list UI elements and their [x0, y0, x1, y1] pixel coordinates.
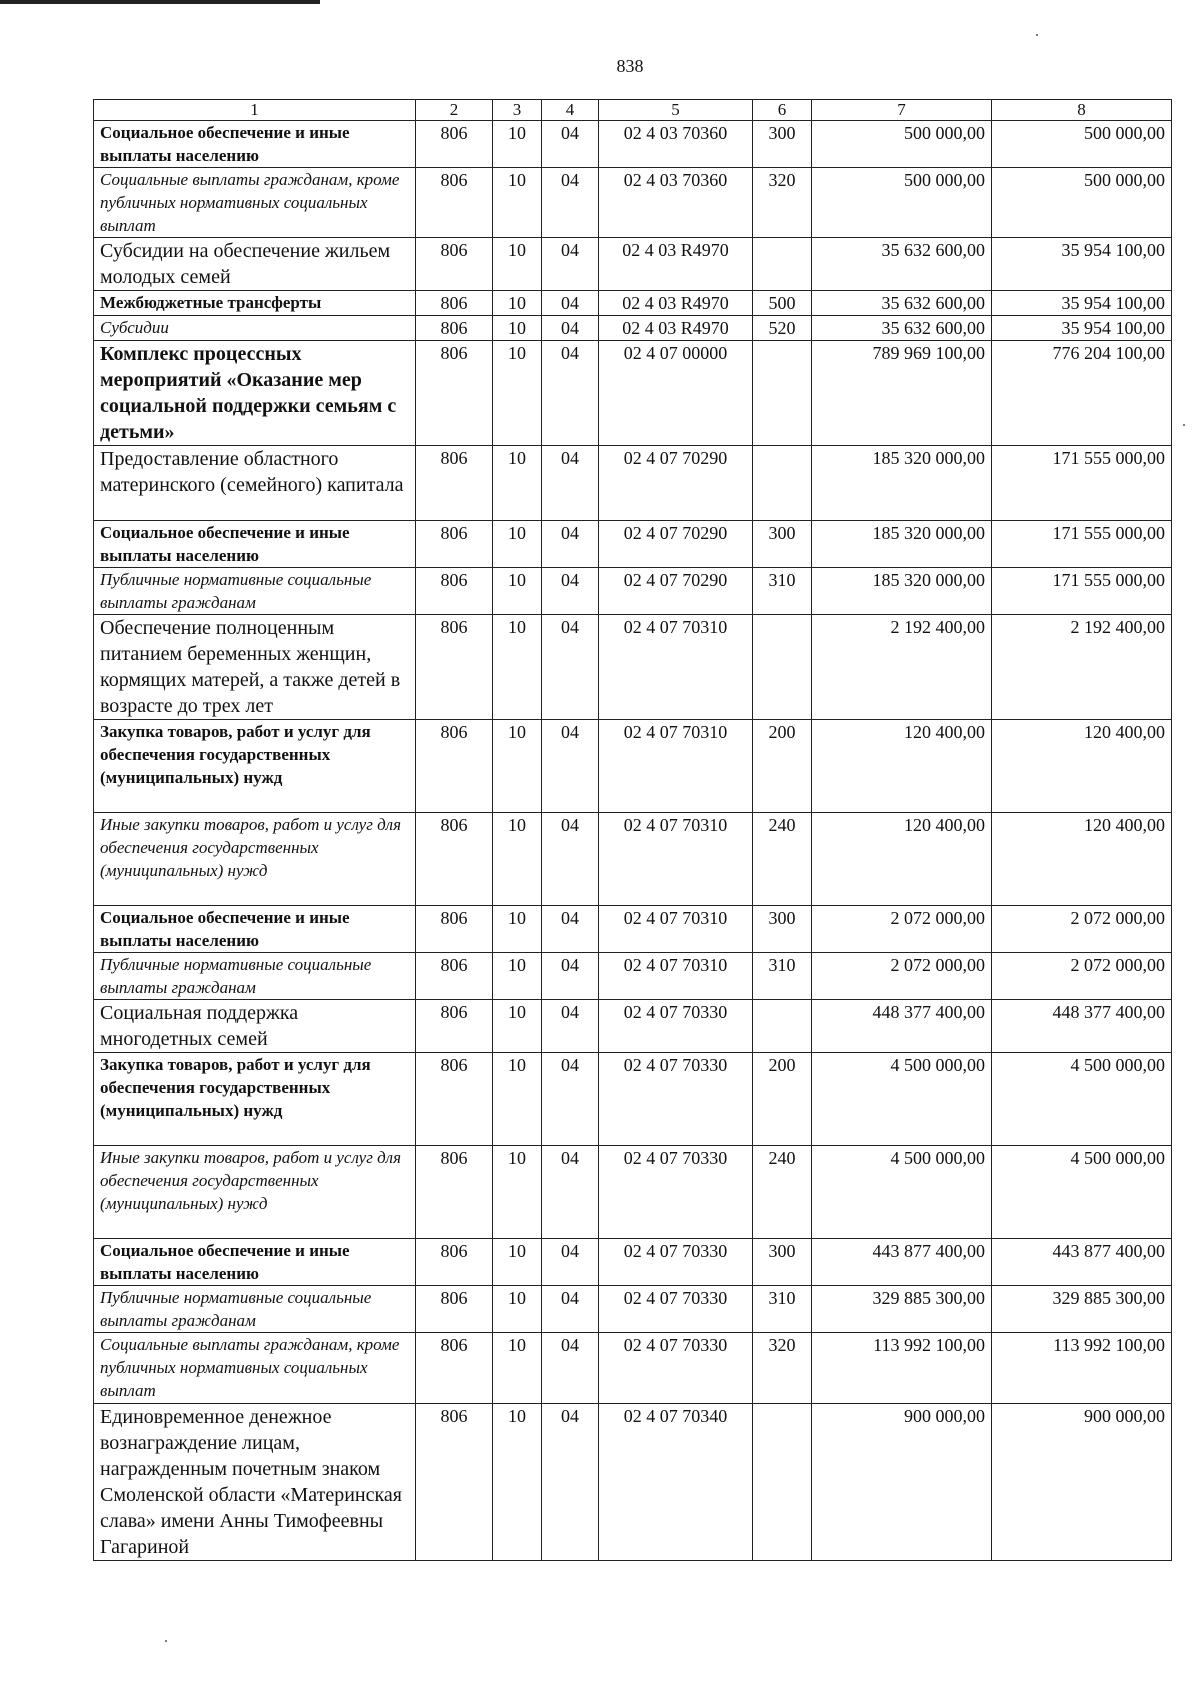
chapter-code: 806: [416, 168, 493, 238]
target-article-code: 02 4 07 70290: [599, 521, 753, 568]
expense-type-code: 310: [753, 1286, 812, 1333]
table-row: [94, 1053, 1172, 1146]
target-article-code: 02 4 07 70310: [599, 813, 753, 906]
amount-col-7: 2 072 000,00: [812, 906, 992, 953]
row-name: Закупка товаров, работ и услуг для обеспечения государственных (муниципальных) нужд: [94, 720, 416, 813]
subsection-code: 04: [542, 1000, 599, 1053]
amount-col-7: 329 885 300,00: [812, 1286, 992, 1333]
table-row: [94, 813, 1172, 906]
budget-table: [93, 99, 1172, 1561]
amount-col-8: 443 877 400,00: [992, 1239, 1172, 1286]
row-name: Иные закупки товаров, работ и услуг для обеспечения государственных (муниципальных) нужд: [94, 1146, 416, 1239]
subsection-code: 04: [542, 1053, 599, 1146]
expense-type-code: 320: [753, 1333, 812, 1404]
subsection-code: 04: [542, 1286, 599, 1333]
section-code: 10: [493, 1404, 542, 1561]
chapter-code: 806: [416, 720, 493, 813]
chapter-code: 806: [416, 1146, 493, 1239]
target-article-code: 02 4 07 70310: [599, 615, 753, 720]
table-row: [94, 446, 1172, 521]
row-name: Единовременное денежное вознаграждение лицам, награжденным почетным знаком Смоленской области «Материнская слава» имени Анны Тимофеевны Гагариной: [94, 1404, 416, 1561]
section-code: 10: [493, 291, 542, 316]
chapter-code: 806: [416, 1000, 493, 1053]
chapter-code: 806: [416, 1404, 493, 1561]
chapter-code: 806: [416, 615, 493, 720]
target-article-code: 02 4 07 70290: [599, 446, 753, 521]
section-code: 10: [493, 1146, 542, 1239]
subsection-code: 04: [542, 121, 599, 168]
expense-type-code: 200: [753, 720, 812, 813]
table-row: [94, 121, 1172, 168]
expense-type-code: [753, 615, 812, 720]
section-code: 10: [493, 121, 542, 168]
amount-col-8: 500 000,00: [992, 121, 1172, 168]
row-name: Иные закупки товаров, работ и услуг для обеспечения государственных (муниципальных) нужд: [94, 813, 416, 906]
header-row: [94, 100, 1172, 121]
section-code: 10: [493, 1333, 542, 1404]
chapter-code: 806: [416, 291, 493, 316]
table-row: [94, 1404, 1172, 1561]
subsection-code: 04: [542, 316, 599, 341]
row-name: Субсидии на обеспечение жильем молодых семей: [94, 238, 416, 291]
table-body: [94, 121, 1172, 1561]
expense-type-code: 310: [753, 953, 812, 1000]
amount-col-8: 35 954 100,00: [992, 316, 1172, 341]
subsection-code: 04: [542, 168, 599, 238]
chapter-code: 806: [416, 1239, 493, 1286]
amount-col-7: 185 320 000,00: [812, 446, 992, 521]
expense-type-code: 300: [753, 906, 812, 953]
section-code: 10: [493, 238, 542, 291]
target-article-code: 02 4 03 R4970: [599, 238, 753, 291]
row-name: Субсидии: [94, 316, 416, 341]
row-name: Социальное обеспечение и иные выплаты населению: [94, 121, 416, 168]
top-rule: [0, 0, 320, 4]
amount-col-7: 35 632 600,00: [812, 238, 992, 291]
expense-type-code: [753, 1000, 812, 1053]
subsection-code: 04: [542, 813, 599, 906]
amount-col-8: 113 992 100,00: [992, 1333, 1172, 1404]
row-name: Предоставление областного материнского (семейного) капитала: [94, 446, 416, 521]
target-article-code: 02 4 07 70290: [599, 568, 753, 615]
amount-col-7: 789 969 100,00: [812, 341, 992, 446]
amount-col-7: 185 320 000,00: [812, 568, 992, 615]
subsection-code: 04: [542, 953, 599, 1000]
expense-type-code: 500: [753, 291, 812, 316]
chapter-code: 806: [416, 1333, 493, 1404]
section-code: 10: [493, 341, 542, 446]
expense-type-code: 300: [753, 1239, 812, 1286]
chapter-code: 806: [416, 341, 493, 446]
section-code: 10: [493, 316, 542, 341]
subsection-code: 04: [542, 341, 599, 446]
chapter-code: 806: [416, 121, 493, 168]
scan-speck: [1183, 424, 1185, 426]
chapter-code: 806: [416, 813, 493, 906]
expense-type-code: 240: [753, 813, 812, 906]
amount-col-8: 171 555 000,00: [992, 521, 1172, 568]
target-article-code: 02 4 03 70360: [599, 168, 753, 238]
table-row: [94, 720, 1172, 813]
row-name: Социальные выплаты гражданам, кроме публичных нормативных социальных выплат: [94, 168, 416, 238]
amount-col-7: 448 377 400,00: [812, 1000, 992, 1053]
expense-type-code: 320: [753, 168, 812, 238]
amount-col-8: 448 377 400,00: [992, 1000, 1172, 1053]
amount-col-8: 35 954 100,00: [992, 291, 1172, 316]
expense-type-code: 310: [753, 568, 812, 615]
target-article-code: 02 4 07 70330: [599, 1000, 753, 1053]
amount-col-7: 4 500 000,00: [812, 1146, 992, 1239]
chapter-code: 806: [416, 906, 493, 953]
row-name: Публичные нормативные социальные выплаты гражданам: [94, 1286, 416, 1333]
table-row: [94, 906, 1172, 953]
section-code: 10: [493, 813, 542, 906]
column-header: 1: [94, 100, 416, 121]
amount-col-8: 171 555 000,00: [992, 568, 1172, 615]
subsection-code: 04: [542, 1404, 599, 1561]
expense-type-code: 200: [753, 1053, 812, 1146]
row-name: Обеспечение полноценным питанием беременных женщин, кормящих матерей, а также детей в возрасте до трех лет: [94, 615, 416, 720]
amount-col-7: 2 192 400,00: [812, 615, 992, 720]
table-row: [94, 316, 1172, 341]
amount-col-8: 120 400,00: [992, 813, 1172, 906]
amount-col-7: 120 400,00: [812, 813, 992, 906]
section-code: 10: [493, 1239, 542, 1286]
expense-type-code: 300: [753, 121, 812, 168]
expense-type-code: [753, 238, 812, 291]
column-header: 6: [753, 100, 812, 121]
amount-col-8: 171 555 000,00: [992, 446, 1172, 521]
chapter-code: 806: [416, 568, 493, 615]
column-header: 2: [416, 100, 493, 121]
amount-col-8: 4 500 000,00: [992, 1053, 1172, 1146]
amount-col-7: 443 877 400,00: [812, 1239, 992, 1286]
section-code: 10: [493, 720, 542, 813]
section-code: 10: [493, 1286, 542, 1333]
amount-col-8: 500 000,00: [992, 168, 1172, 238]
row-name: Социальное обеспечение и иные выплаты населению: [94, 1239, 416, 1286]
target-article-code: 02 4 07 00000: [599, 341, 753, 446]
chapter-code: 806: [416, 521, 493, 568]
row-name: Социальное обеспечение и иные выплаты населению: [94, 906, 416, 953]
column-header: 3: [493, 100, 542, 121]
target-article-code: 02 4 07 70330: [599, 1333, 753, 1404]
section-code: 10: [493, 1053, 542, 1146]
chapter-code: 806: [416, 953, 493, 1000]
section-code: 10: [493, 615, 542, 720]
amount-col-8: 2 192 400,00: [992, 615, 1172, 720]
table-row: [94, 341, 1172, 446]
subsection-code: 04: [542, 446, 599, 521]
amount-col-8: 776 204 100,00: [992, 341, 1172, 446]
row-name: Социальная поддержка многодетных семей: [94, 1000, 416, 1053]
target-article-code: 02 4 07 70310: [599, 720, 753, 813]
page-number: 838: [616, 56, 644, 76]
subsection-code: 04: [542, 1239, 599, 1286]
section-code: 10: [493, 953, 542, 1000]
subsection-code: 04: [542, 1333, 599, 1404]
scan-speck: [1036, 34, 1038, 36]
table-row: [94, 1333, 1172, 1404]
table-row: [94, 568, 1172, 615]
table-row: [94, 953, 1172, 1000]
target-article-code: 02 4 07 70310: [599, 953, 753, 1000]
row-name: Межбюджетные трансферты: [94, 291, 416, 316]
chapter-code: 806: [416, 316, 493, 341]
chapter-code: 806: [416, 238, 493, 291]
column-header: 4: [542, 100, 599, 121]
amount-col-7: 4 500 000,00: [812, 1053, 992, 1146]
target-article-code: 02 4 03 70360: [599, 121, 753, 168]
chapter-code: 806: [416, 446, 493, 521]
subsection-code: 04: [542, 906, 599, 953]
expense-type-code: 240: [753, 1146, 812, 1239]
row-name: Комплекс процессных мероприятий «Оказание мер социальной поддержки семьям с детьми»: [94, 341, 416, 446]
row-name: Закупка товаров, работ и услуг для обеспечения государственных (муниципальных) нужд: [94, 1053, 416, 1146]
scan-speck: [165, 1640, 167, 1642]
chapter-code: 806: [416, 1053, 493, 1146]
table-row: [94, 238, 1172, 291]
subsection-code: 04: [542, 238, 599, 291]
expense-type-code: 300: [753, 521, 812, 568]
target-article-code: 02 4 03 R4970: [599, 316, 753, 341]
amount-col-7: 35 632 600,00: [812, 316, 992, 341]
amount-col-8: 4 500 000,00: [992, 1146, 1172, 1239]
amount-col-7: 900 000,00: [812, 1404, 992, 1561]
row-name: Социальное обеспечение и иные выплаты населению: [94, 521, 416, 568]
target-article-code: 02 4 07 70330: [599, 1053, 753, 1146]
amount-col-7: 35 632 600,00: [812, 291, 992, 316]
table-row: [94, 1286, 1172, 1333]
target-article-code: 02 4 07 70330: [599, 1239, 753, 1286]
table-row: [94, 1239, 1172, 1286]
amount-col-7: 113 992 100,00: [812, 1333, 992, 1404]
amount-col-7: 185 320 000,00: [812, 521, 992, 568]
amount-col-8: 900 000,00: [992, 1404, 1172, 1561]
target-article-code: 02 4 07 70340: [599, 1404, 753, 1561]
section-code: 10: [493, 1000, 542, 1053]
column-header: 5: [599, 100, 753, 121]
row-name: Публичные нормативные социальные выплаты гражданам: [94, 953, 416, 1000]
section-code: 10: [493, 568, 542, 615]
column-header: 7: [812, 100, 992, 121]
expense-type-code: [753, 341, 812, 446]
amount-col-7: 500 000,00: [812, 121, 992, 168]
table-row: [94, 291, 1172, 316]
amount-col-8: 35 954 100,00: [992, 238, 1172, 291]
row-name: Социальные выплаты гражданам, кроме публичных нормативных социальных выплат: [94, 1333, 416, 1404]
section-code: 10: [493, 446, 542, 521]
expense-type-code: [753, 1404, 812, 1561]
subsection-code: 04: [542, 291, 599, 316]
target-article-code: 02 4 07 70310: [599, 906, 753, 953]
amount-col-8: 120 400,00: [992, 720, 1172, 813]
table-row: [94, 168, 1172, 238]
expense-type-code: [753, 446, 812, 521]
section-code: 10: [493, 521, 542, 568]
subsection-code: 04: [542, 521, 599, 568]
expense-type-code: 520: [753, 316, 812, 341]
table-row: [94, 1000, 1172, 1053]
subsection-code: 04: [542, 720, 599, 813]
amount-col-7: 120 400,00: [812, 720, 992, 813]
subsection-code: 04: [542, 615, 599, 720]
section-code: 10: [493, 168, 542, 238]
chapter-code: 806: [416, 1286, 493, 1333]
amount-col-8: 2 072 000,00: [992, 953, 1172, 1000]
section-code: 10: [493, 906, 542, 953]
amount-col-8: 329 885 300,00: [992, 1286, 1172, 1333]
subsection-code: 04: [542, 1146, 599, 1239]
amount-col-7: 500 000,00: [812, 168, 992, 238]
row-name: Публичные нормативные социальные выплаты гражданам: [94, 568, 416, 615]
amount-col-7: 2 072 000,00: [812, 953, 992, 1000]
table-row: [94, 521, 1172, 568]
column-header: 8: [992, 100, 1172, 121]
target-article-code: 02 4 07 70330: [599, 1286, 753, 1333]
target-article-code: 02 4 03 R4970: [599, 291, 753, 316]
table-row: [94, 615, 1172, 720]
amount-col-8: 2 072 000,00: [992, 906, 1172, 953]
subsection-code: 04: [542, 568, 599, 615]
table-row: [94, 1146, 1172, 1239]
target-article-code: 02 4 07 70330: [599, 1146, 753, 1239]
